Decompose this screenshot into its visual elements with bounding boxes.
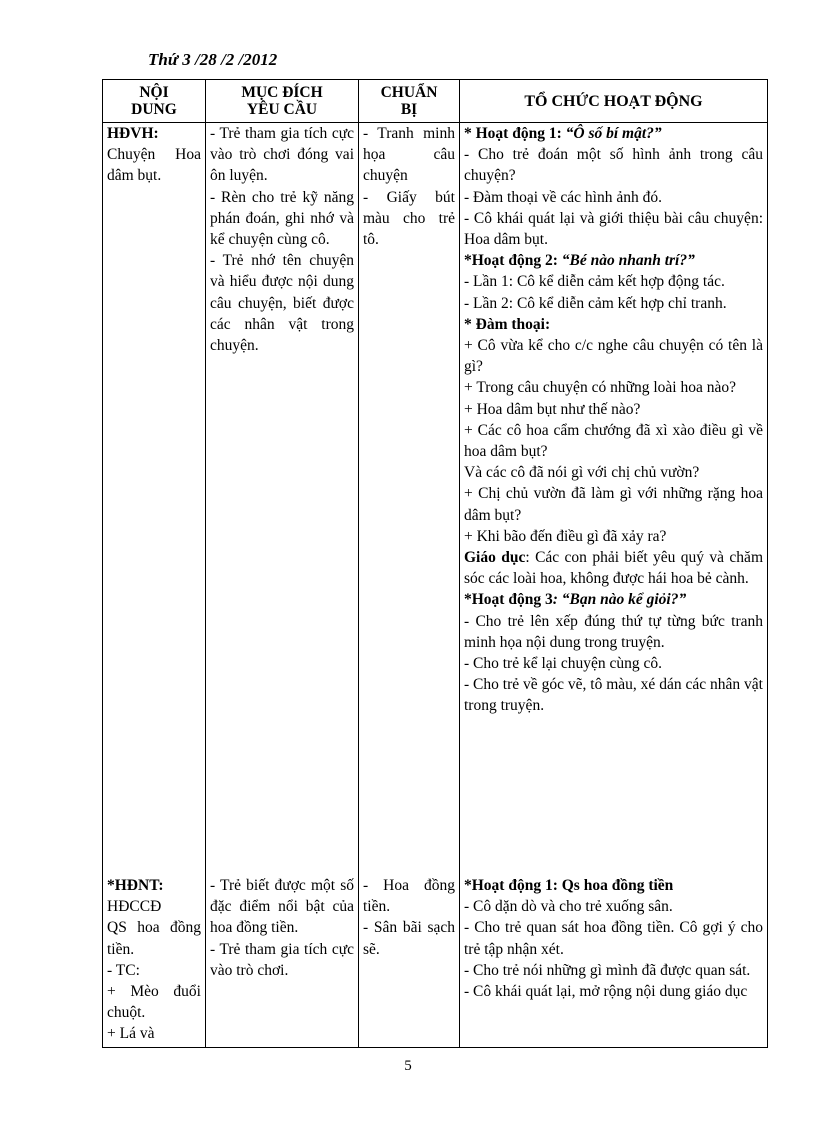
row1-content: HĐVH: Chuyện Hoa dâm bụt. (103, 123, 206, 876)
row2-content: *HĐNT: HĐCCĐ QS hoa đồng tiền. - TC: + Mèo đuổi chuột. + Lá và (103, 875, 206, 1048)
header-preparation: CHUẨN BỊ (359, 80, 460, 123)
lesson-plan-table (102, 79, 768, 1048)
table-row (103, 875, 768, 1048)
row1-goals: - Trẻ tham gia tích cực vào trò chơi đóng vai ôn luyện. - Rèn cho trẻ kỹ năng phán đoán, ghi nhớ và kể chuyện cùng cô. - Trẻ nhớ tên chuyện và hiểu được nội dung câu chuyện, biết được các nhân vật trong chuyện. (206, 123, 359, 876)
row1-preparation: - Tranh minh họa câu chuyện - Giấy bút màu cho trẻ tô. (359, 123, 460, 876)
page-number: 5 (404, 1058, 412, 1074)
table-row (103, 123, 768, 876)
row2-goals: - Trẻ biết được một số đặc điểm nổi bật của hoa đồng tiền. - Trẻ tham gia tích cực vào trò chơi. (206, 875, 359, 1048)
table-header-row (103, 80, 768, 123)
row2-activities: *Hoạt động 1: Qs hoa đồng tiền - Cô dặn dò và cho trẻ xuống sân. - Cho trẻ quan sát hoa đồng tiền. Cô gợi ý cho trẻ tập nhận xét. - Cho trẻ nói những gì mình đã được quan sát. - Cô khái quát lại, mở rộng nội dung giáo dục (460, 875, 768, 1048)
row2-preparation: - Hoa đồng tiền. - Sân bãi sạch sẽ. (359, 875, 460, 1048)
header-content: NỘI DUNG (103, 80, 206, 123)
row1-activities: * Hoạt động 1: “Ô số bí mật?” - Cho trẻ đoán một số hình ảnh trong câu chuyện? - Đàm thoại về các hình ảnh đó. - Cô khái quát lại và giới thiệu bài câu chuyện: Hoa dâm bụt. *Hoạt động 2: “Bé nào nhanh trí?” - Lần 1: Cô kể diễn cảm kết hợp động tác. - Lần 2: Cô kể diễn cảm kết hợp chỉ tranh. * Đàm thoại: + Cô vừa kể cho c/c nghe câu chuyện có tên là gì? + Trong câu chuyện có những loài hoa nào? + Hoa dâm bụt như thế nào? + Các cô hoa cẩm chướng đã xì xào điều gì về hoa dâm bụt? Và các cô đã nói gì với chị chủ vườn? + Chị chủ vườn đã làm gì với những rặng hoa dâm bụt? + Khi bão đến điều gì đã xảy ra? Giáo dục: Các con phải biết yêu quý và chăm sóc các loài hoa, không được hái hoa bẻ cành. *Hoạt động 3: “Bạn nào kể giỏi?” - Cho trẻ lên xếp đúng thứ tự từng bức tranh minh họa nội dung trong truyện. - Cho trẻ kể lại chuyện cùng cô. - Cho trẻ về góc vẽ, tô màu, xé dán các nhân vật trong truyện. (460, 123, 768, 876)
header-activities: TỔ CHỨC HOẠT ĐỘNG (460, 80, 768, 123)
header-goals: MỤC ĐÍCH YÊU CẦU (206, 80, 359, 123)
lesson-date: Thứ 3 /28 /2 /2012 (148, 50, 278, 69)
